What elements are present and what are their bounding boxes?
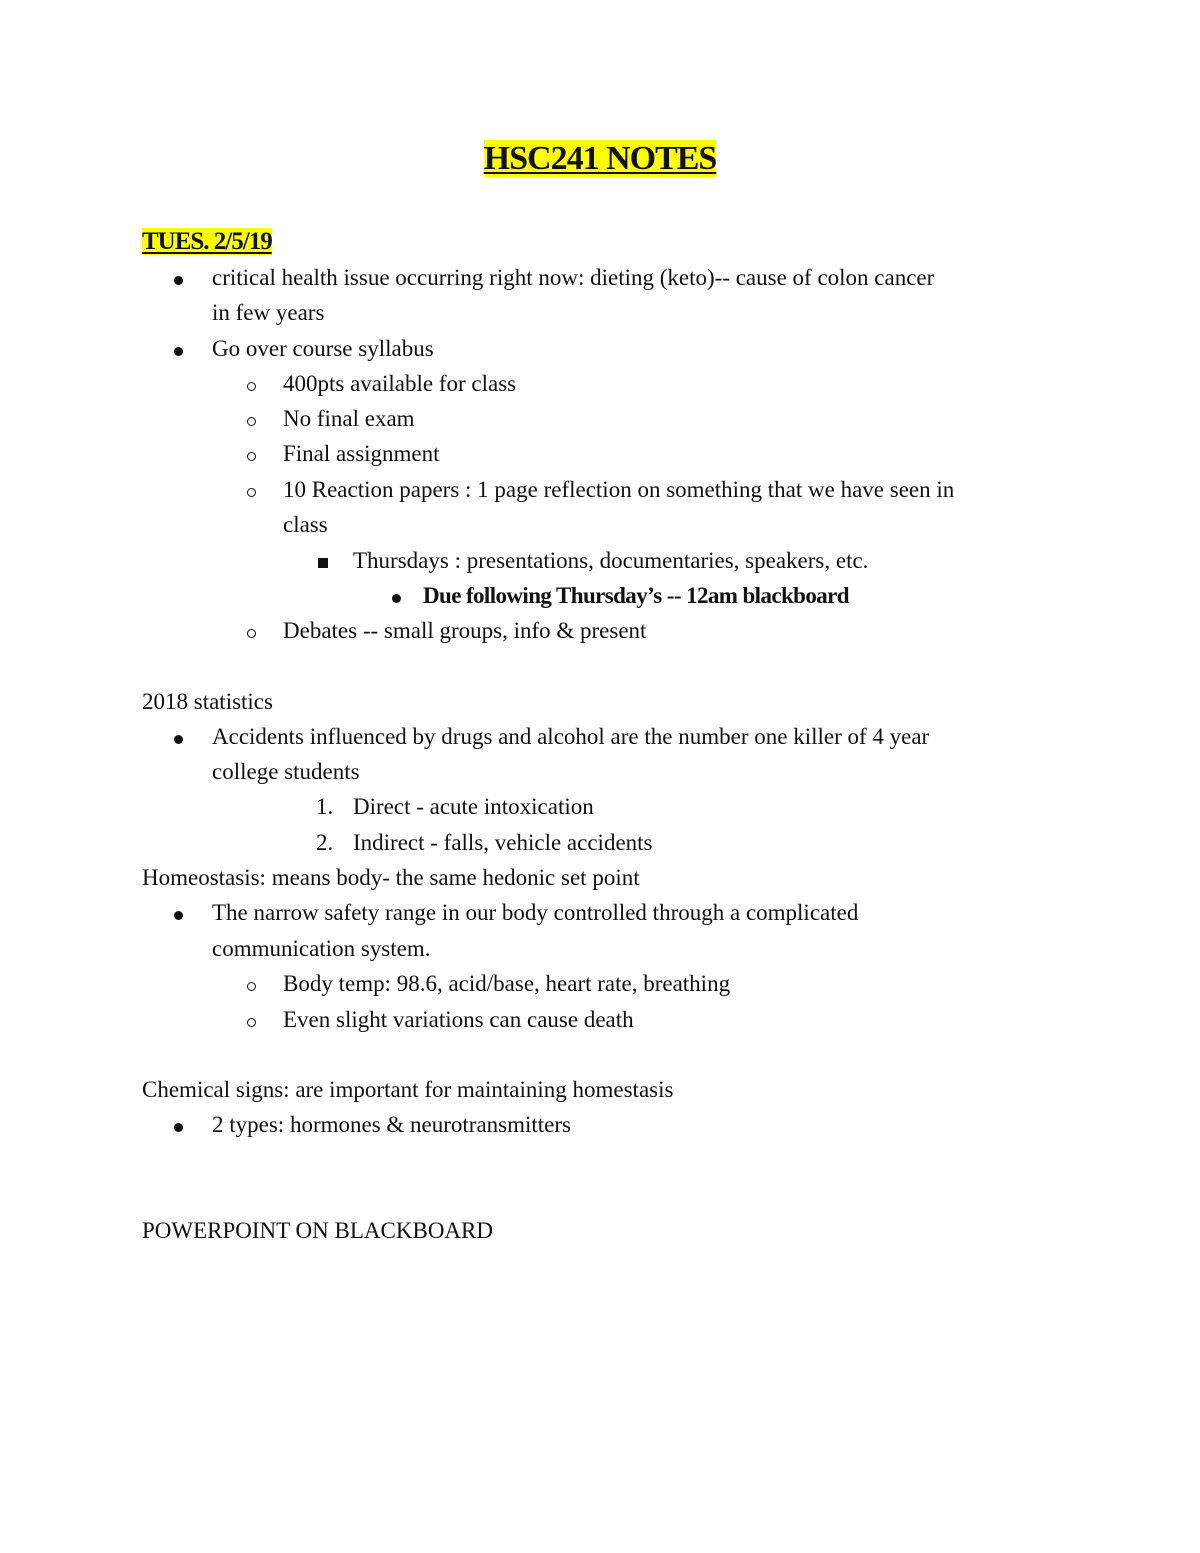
list-number: 2. — [316, 830, 334, 855]
page-title — [0, 140, 1200, 178]
square-bullet-icon — [318, 543, 328, 578]
title-text: HSC241 NOTES — [483, 140, 717, 177]
numbered-item: Direct - acute intoxication — [353, 794, 594, 819]
hollow-bullet-icon — [247, 472, 256, 507]
numbered-item: Indirect - falls, vehicle accidents — [353, 830, 653, 855]
list-item: The narrow safety range in our body controlled through a complicated — [212, 900, 859, 925]
list-item: critical health issue occurring right now: dieting (keto)-- cause of colon cancer — [212, 265, 935, 290]
bullet-icon — [174, 260, 183, 295]
section-heading: 2018 statistics — [142, 689, 273, 714]
sub-list-item: Debates -- small groups, info & present — [283, 618, 647, 643]
hollow-bullet-icon — [247, 366, 256, 401]
section-heading: Chemical signs: are important for maintaining homestasis — [142, 1077, 674, 1102]
fourth-level-item: Due following Thursday’s -- 12am blackboard — [423, 583, 849, 608]
sub-list-item: 400pts available for class — [283, 371, 517, 396]
sub-list-item: Final assignment — [283, 441, 440, 466]
bullet-icon — [392, 578, 401, 613]
sub-list-item: Even slight variations can cause death — [283, 1007, 634, 1032]
list-item: 2 types: hormones & neurotransmitters — [212, 1112, 571, 1137]
hollow-bullet-icon — [247, 401, 256, 436]
section-heading: Homeostasis: means body- the same hedonic set point — [142, 865, 640, 890]
bullet-icon — [174, 895, 183, 930]
date-heading — [142, 224, 272, 259]
bullet-icon — [174, 719, 183, 754]
footer-note: POWERPOINT ON BLACKBOARD — [142, 1218, 493, 1243]
date-heading-text: TUES. 2/5/19 — [142, 228, 272, 255]
hollow-bullet-icon — [247, 1002, 256, 1037]
hollow-bullet-icon — [247, 613, 256, 648]
list-item-continuation: in few years — [212, 300, 325, 325]
bullet-icon — [174, 331, 183, 366]
third-level-item: Thursdays : presentations, documentaries, speakers, etc. — [353, 548, 869, 573]
list-item: Go over course syllabus — [212, 336, 434, 361]
bullet-icon — [174, 1107, 183, 1142]
sub-list-item-continuation: class — [283, 512, 328, 537]
list-number: 1. — [316, 794, 334, 819]
list-item: Accidents influenced by drugs and alcohol are the number one killer of 4 year — [212, 724, 930, 749]
sub-list-item: Body temp: 98.6, acid/base, heart rate, breathing — [283, 971, 731, 996]
hollow-bullet-icon — [247, 966, 256, 1001]
sub-list-item: 10 Reaction papers : 1 page reflection on something that we have seen in — [283, 477, 955, 502]
hollow-bullet-icon — [247, 436, 256, 471]
list-item-continuation: college students — [212, 759, 360, 784]
sub-list-item: No final exam — [283, 406, 415, 431]
list-item-continuation: communication system. — [212, 936, 431, 961]
